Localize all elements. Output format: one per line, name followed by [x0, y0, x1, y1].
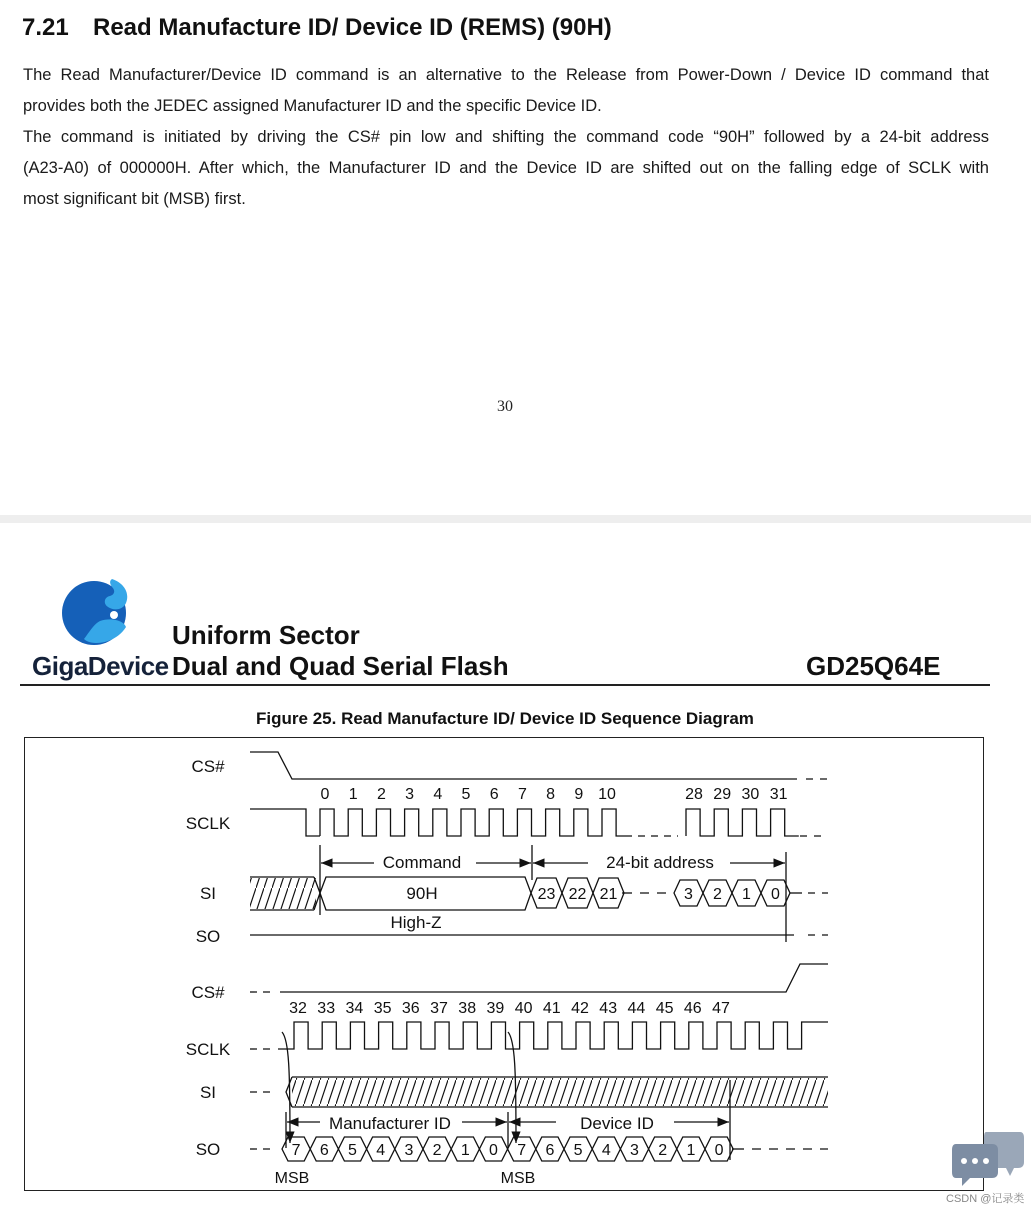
cycle-number-40: 40	[514, 1000, 533, 1017]
label-cs: CS#	[191, 757, 225, 776]
cycle-number-45: 45	[655, 1000, 674, 1017]
device-bit-4: 4	[601, 1142, 611, 1159]
cycle-number-37: 37	[430, 1000, 448, 1017]
cycle-number-35: 35	[373, 1000, 392, 1017]
cycle-number-36: 36	[401, 1000, 420, 1017]
cycle-number-10: 10	[598, 786, 616, 803]
msb-label-2: MSB	[500, 1170, 536, 1187]
label-cs-2: CS#	[191, 983, 225, 1002]
manufacturer-bit-5: 5	[348, 1142, 357, 1159]
cycle-number-3: 3	[405, 786, 415, 803]
part-number: GD25Q64E	[806, 651, 941, 681]
address-bit-3: 3	[684, 886, 693, 903]
label-sclk-2: SCLK	[185, 1040, 231, 1059]
cycle-number-42: 42	[571, 1000, 589, 1017]
cycle-number-28: 28	[685, 786, 703, 803]
cycle-number-9: 9	[574, 786, 584, 803]
cycle-number-43: 43	[599, 1000, 618, 1017]
brand-name: GigaDevice	[32, 651, 169, 681]
cycle-number-41: 41	[542, 1000, 561, 1017]
command-code: 90H	[406, 884, 438, 903]
si-dont-care-region	[250, 878, 316, 909]
label-si: SI	[199, 884, 217, 903]
paragraph-line: provides both the JEDEC assigned Manufacturer ID and the specific Device ID.	[23, 97, 602, 115]
paragraph-line: The command is initiated by driving the CS# pin low and shifting the command code “90H” followed by a 24-bit address	[23, 128, 989, 146]
cycle-number-7: 7	[517, 786, 527, 803]
command-label: Command	[382, 853, 462, 872]
label-so: SO	[195, 927, 221, 946]
watermark: CSDN @记录类	[946, 1193, 1025, 1205]
label-so-2: SO	[195, 1140, 221, 1159]
doc-title-line1: Uniform Sector	[172, 620, 360, 650]
manufacturer-bit-2: 2	[432, 1142, 442, 1159]
sclk-pulses-0-10	[320, 809, 632, 836]
address-bit-0: 0	[771, 886, 780, 903]
device-bit-0: 0	[714, 1142, 724, 1159]
paragraph-line: most significant bit (MSB) first.	[23, 190, 246, 208]
address-bit-1: 1	[742, 886, 751, 903]
device-bit-5: 5	[573, 1142, 583, 1159]
cycle-number-47: 47	[712, 1000, 730, 1017]
manufacturer-bit-6: 6	[319, 1142, 329, 1159]
device-bit-7: 7	[517, 1142, 527, 1159]
msb-label-1: MSB	[274, 1170, 310, 1187]
cycle-number-4: 4	[433, 786, 443, 803]
manufacturer-id-label: Manufacturer ID	[329, 1114, 451, 1133]
cycle-number-8: 8	[546, 786, 556, 803]
address-bit-22: 22	[568, 886, 587, 903]
sclk-pulses-28-31	[686, 809, 799, 836]
address-bit-23: 23	[537, 886, 556, 903]
sclk-waveform-bottom	[278, 1022, 828, 1049]
cycle-number-38: 38	[458, 1000, 477, 1017]
cycle-number-6: 6	[489, 786, 499, 803]
page-number: 30	[497, 398, 513, 415]
cycle-number-5: 5	[461, 786, 471, 803]
device-bit-6: 6	[545, 1142, 555, 1159]
device-bit-1: 1	[686, 1142, 696, 1159]
cycle-number-34: 34	[345, 1000, 364, 1017]
cycle-number-31: 31	[769, 786, 788, 803]
address-bit-21: 21	[599, 886, 618, 903]
cycle-labels-bottom	[289, 1000, 730, 1017]
device-bit-2: 2	[658, 1142, 668, 1159]
paragraph-line: The Read Manufacturer/Device ID command is an alternative to the Release from Power-Down / Device ID command that	[23, 66, 989, 84]
address-label: 24-bit address	[606, 853, 714, 872]
manufacturer-bit-4: 4	[376, 1142, 386, 1159]
cycle-labels-top	[321, 786, 788, 803]
cs-waveform	[250, 752, 797, 779]
doc-title-line2: Dual and Quad Serial Flash	[172, 651, 509, 681]
paragraph-line: (A23-A0) of 000000H. After which, the Manufacturer ID and the Device ID are shifted out on the falling edge of SCLK with	[23, 159, 989, 177]
high-z-label: High-Z	[390, 913, 442, 932]
section-number: 7.21	[22, 14, 69, 41]
cycle-number-44: 44	[627, 1000, 646, 1017]
device-id-label: Device ID	[580, 1114, 654, 1133]
si2-dont-care-region	[292, 1078, 828, 1106]
cycle-number-0: 0	[320, 786, 330, 803]
device-bit-3: 3	[630, 1142, 639, 1159]
sclk-waveform-top	[250, 809, 799, 836]
cycle-number-33: 33	[317, 1000, 336, 1017]
cs2-waveform	[280, 964, 828, 992]
cycle-number-32: 32	[289, 1000, 307, 1017]
section-title: Read Manufacture ID/ Device ID (REMS) (90H)	[93, 14, 612, 41]
sclk-lead-in-top	[250, 809, 320, 836]
manufacturer-bit-1: 1	[460, 1142, 470, 1159]
cycle-number-1: 1	[348, 786, 358, 803]
manufacturer-bit-0: 0	[489, 1142, 498, 1159]
figure-caption: Figure 25. Read Manufacture ID/ Device ID Sequence Diagram	[256, 709, 754, 728]
address-bit-2: 2	[713, 886, 722, 903]
sclk-pulses-32-47	[278, 1022, 828, 1049]
label-si-2: SI	[199, 1083, 217, 1102]
chat-bubble-icon[interactable]	[950, 1128, 1026, 1188]
label-sclk: SCLK	[185, 814, 231, 833]
cycle-number-2: 2	[376, 786, 386, 803]
manufacturer-bit-3: 3	[404, 1142, 414, 1159]
cycle-number-39: 39	[486, 1000, 505, 1017]
cycle-number-30: 30	[741, 786, 760, 803]
manufacturer-bit-7: 7	[291, 1142, 301, 1159]
cycle-number-46: 46	[683, 1000, 702, 1017]
cycle-number-29: 29	[713, 786, 732, 803]
